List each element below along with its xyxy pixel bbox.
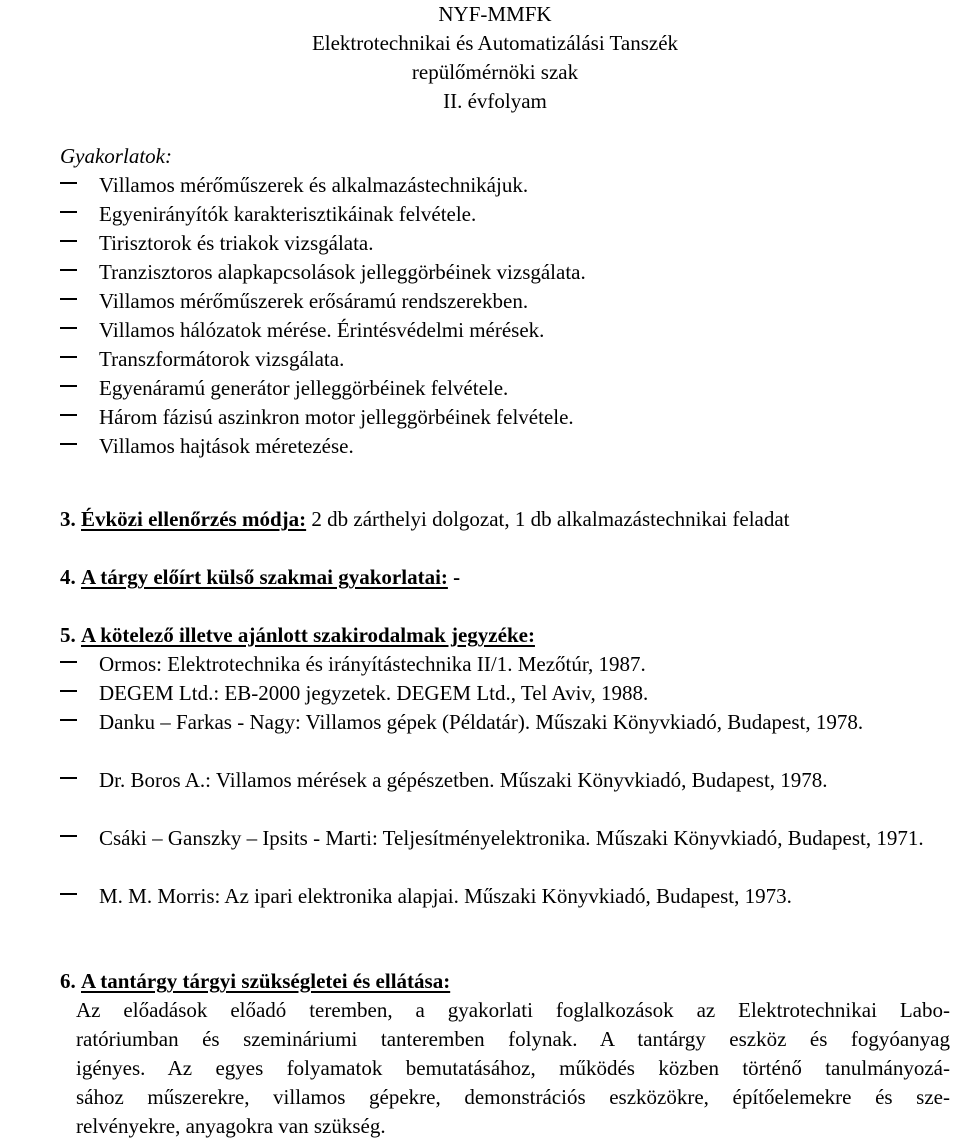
header-faculty: NYF-MMFK [438, 2, 552, 26]
dash-bullet [60, 298, 77, 300]
list-item: Villamos mérőműszerek erősáramú rendszerekben. [0, 287, 960, 316]
header-year: II. évfolyam [443, 89, 547, 113]
dash-bullet [60, 385, 77, 387]
section-heading: Évközi ellenőrzés módja: [81, 507, 307, 531]
paragraph-line: sához műszerekre, villamos gépekre, demonstrációs eszközökre, építőelemekre és sze- [76, 1085, 950, 1109]
dash-bullet [60, 777, 77, 779]
section-3 [60, 505, 790, 534]
section-value: - [453, 565, 461, 589]
dash-bullet [60, 835, 77, 837]
list-item: Egyenirányítók karakterisztikáinak felvétele. [0, 200, 960, 229]
section-number: 6. [60, 969, 76, 993]
dash-bullet [60, 269, 77, 271]
list-item: Három fázisú aszinkron motor jelleggörbéinek felvétele. [0, 403, 960, 432]
dash-bullet [60, 182, 77, 184]
list-item: Transzformátorok vizsgálata. [0, 345, 960, 374]
list-item: Tranzisztoros alapkapcsolások jelleggörbéinek vizsgálata. [0, 258, 960, 287]
section-value: 2 db zárthelyi dolgozat, 1 db alkalmazástechnikai feladat [311, 507, 790, 531]
dash-bullet [60, 893, 77, 895]
dash-bullet [60, 356, 77, 358]
dash-bullet [60, 443, 77, 445]
list-item: Egyenáramú generátor jelleggörbéinek felvétele. [0, 374, 960, 403]
list-item: Villamos hajtások méretezése. [0, 432, 960, 461]
document-header [0, 0, 960, 116]
header-program: repülőmérnöki szak [411, 60, 579, 84]
paragraph-line: igényes. Az egyes folyamatok bemutatásához, működés közben történő tanulmányozá- [76, 1056, 950, 1080]
section-number: 3. [60, 507, 76, 531]
section-heading: A tantárgy tárgyi szükségletei és ellátása: [81, 969, 451, 993]
paragraph-line: ratóriumban és szemináriumi tanteremben folynak. A tantárgy eszköz és fogyóanyag [76, 1027, 950, 1051]
dash-bullet [60, 661, 77, 663]
dash-bullet [60, 211, 77, 213]
section-6 [60, 967, 450, 996]
section-heading: A tárgy előírt külső szakmai gyakorlatai: [81, 565, 448, 589]
section-6-paragraph [76, 996, 950, 1141]
dash-bullet [60, 414, 77, 416]
dash-bullet [60, 327, 77, 329]
list-item: Villamos mérőműszerek és alkalmazástechnikájuk. [0, 171, 960, 200]
section-heading: A kötelező illetve ajánlott szakirodalmak jegyzéke: [81, 623, 535, 647]
list-item: Tirisztorok és triakok vizsgálata. [0, 229, 960, 258]
paragraph-line: relvényekre, anyagokra van szükség. [76, 1114, 386, 1138]
dash-bullet [60, 690, 77, 692]
document-page: NYF-MMFK Elektrotechnikai és Automatizálási Tanszék repülőmérnöki szak II. évfolyam Gyakorlatok: Villamos mérőműszerek és alkalmazástechnikájuk. Egyenirányítók karakterisztikáinak felvétele. Tirisztorok és triakok vizsgálata. Tranzisztoros alapkapcsolások jelleggörbéinek vizsgálata. Villamos mérőműszerek erősáramú rendszerekben. Villamos hálózatok mérése. Érintésvédelmi mérések. Transzformátorok vizsgálata. Egyenáramú generátor jelleggörbéinek felvétele. Három fázisú aszinkron motor jelleggörbéinek felvétele. Villamos hajtások méretezése. 3. Évközi ellenőrzés módja: 2 db zárthelyi dolgozat, 1 db alkalmazástechnikai feladat 4. A tárgy előírt külső szakmai gyakorlatai: - 5. A kötelező illetve ajánlott szakirodalmak jegyzéke: Ormos: Elektrotechnika és irányítástechnika II/1. Mezőtúr, 1987. DEGEM Ltd.: EB-2000 jegyzetek. DEGEM Ltd., Tel Aviv, 1988. Danku – Farkas - Nagy: Villamos gépek (Példatár). Műszaki Könyvkiadó, Budapest, 1978. Dr. Boros A.: Villamos mérések a gépészetben. Műszaki Könyvkiadó, Budapest, 1978. Csáki – Ganszky – Ipsits - Marti: Teljesítményelektronika. Műszaki Könyvkiadó, Budapest, 1971. M. M. Morris: Az ipari elektronika alapjai. Műszaki Könyvkiadó, Budapest, 1973. 6. A tantárgy tárgyi szükségletei és ellátása: Az előadások előadó teremben, a gyakorlati foglalkozások az Elektrotechnikai Labo- ratóriumban és szemináriumi tanteremben folynak. A tantárgy eszköz és fogyóanyag igényes. Az egyes folyamatok bemutatásához, működés közben történő tanulmányozá- sához műszerekre, villamos gépekre, demonstrációs eszközökre, építőelemekre és sze- relvényekre, anyagokra van szükség. [0, 0, 960, 1143]
paragraph-line: Az előadások előadó teremben, a gyakorlati foglalkozások az Elektrotechnikai Labo- [76, 998, 950, 1022]
header-department: Elektrotechnikai és Automatizálási Tanszék [311, 31, 679, 55]
dash-bullet [60, 240, 77, 242]
dash-bullet [60, 719, 77, 721]
section-4 [60, 563, 460, 592]
section-number: 4. [60, 565, 76, 589]
section-number: 5. [60, 623, 76, 647]
list-item: Villamos hálózatok mérése. Érintésvédelmi mérések. [0, 316, 960, 345]
gyakorlatok-title: Gyakorlatok: [60, 144, 172, 168]
section-5 [60, 621, 535, 650]
